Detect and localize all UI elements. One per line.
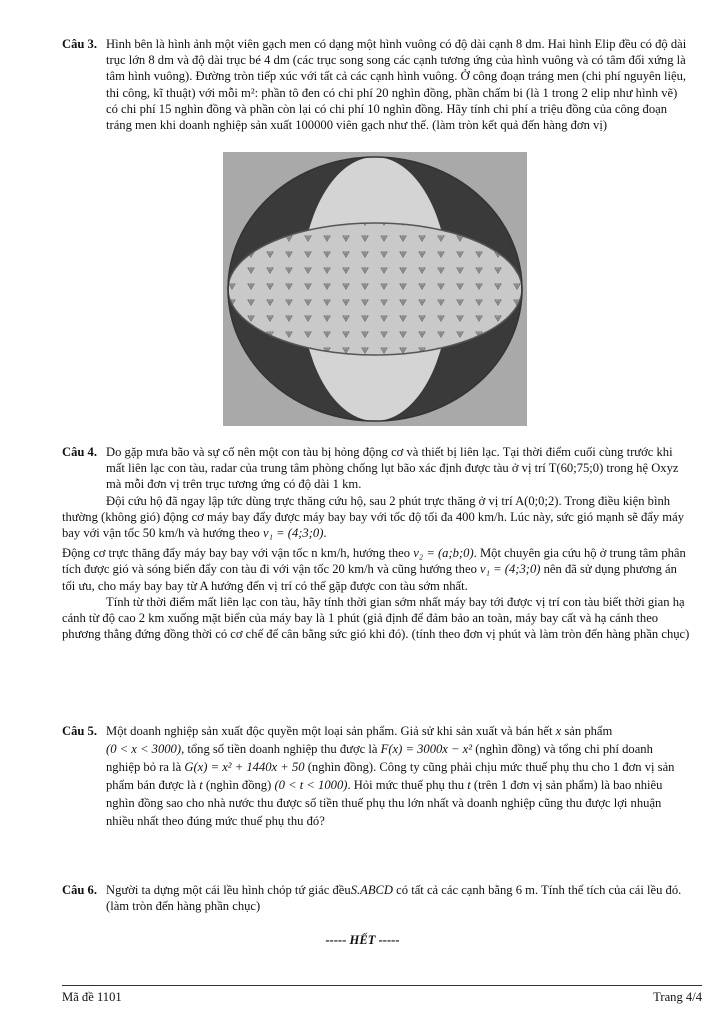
range-x: (0 < x < 3000) <box>106 742 182 756</box>
revenue-function: F(x) = 3000x − x² <box>380 742 473 756</box>
exam-code: Mã đề 1101 <box>62 990 122 1004</box>
range-t: (0 < t < 1000) <box>274 778 348 792</box>
question-4-label: Câu 4. <box>62 445 97 459</box>
engine-vector-v2: v₂ = (a;b;0) <box>413 546 474 561</box>
dotted-ellipse <box>228 223 522 355</box>
wind-vector-v1-repeat: v₁ = (4;3;0) <box>480 562 541 577</box>
question-3-label: Câu 3. <box>62 37 97 51</box>
question-5-label: Câu 5. <box>62 724 97 738</box>
question-3 <box>62 36 690 133</box>
wind-vector-v1: v₁ = (4;3;0) <box>262 526 324 541</box>
footer-divider <box>62 985 702 986</box>
question-4-paragraph-2: Đội cứu hộ đã ngay lập tức dùng trực thăng cứu hộ, sau 2 phút trực thăng ở vị trí A(0;0;2). Trong điều kiện bình thường (không gió) động cơ máy bay đẩy được máy bay bay với tốc độ tối đa 400 km/h. Lúc này, sức gió mạnh sẽ đẩy máy bay với vận tốc 50 km/h và hướng theo v₁ = (4;3;0). <box>62 493 684 541</box>
question-6-text: Người ta dựng một cái lều hình chóp tứ giác đềuS.ABCD có tất cả các cạnh bằng 6 m. Tính thể tích của cái lều đó. (làm tròn đến hàng phần chục) <box>106 883 682 914</box>
end-marker: ----- HẾT ----- <box>325 933 400 947</box>
page-number: Trang 4/4 <box>653 990 702 1004</box>
question-4-paragraph-3: Động cơ trực thăng đẩy máy bay bay với vận tốc n km/h, hướng theo v₂ = (a;b;0). Một chuyên gia cứu hộ ở trung tâm phân tích được gió và sóng biển đẩy con tàu đi với vận tốc 20 km/h và cũng hướng theo v₁ = (4;3;0) nên đã sử dụng phương án tối ưu, cho máy bay bay từ A hướng đến vị trí có thể gặp được con tàu sớm nhất. <box>62 546 686 593</box>
cost-function: G(x) = x² + 1440x + 50 <box>184 760 305 774</box>
question-6-label: Câu 6. <box>62 883 97 897</box>
question-5-text: Một doanh nghiệp sản xuất độc quyền một loại sản phẩm. Giả sử khi sản xuất và bán hết x sản phẩm (0 < x < 3000), tổng số tiền doanh nghiệp thu được là F(x) = 3000x − x² (nghìn đồng) và tổng chi phí doanh nghiệp bỏ ra là G(x) = x² + 1440x + 50 (nghìn đồng). Công ty cũng phải chịu mức thuế phụ thu cho 1 đơn vị sản phẩm bán được là t (nghìn đồng) (0 < t < 1000). Hỏi mức thuế phụ thu t (trên 1 đơn vị sản phẩm) là bao nhiêu nghìn đồng sao cho nhà nước thu được số tiền thuế phụ thu lớn nhất và doanh nghiệp cũng thu được lợi nhuận nhiều nhất theo đúng mức thuế phụ thu đó? <box>106 724 675 828</box>
question-4-paragraph-1: Do gặp mưa bão và sự cố nên một con tàu bị hỏng động cơ và thiết bị liên lạc. Tại thời điểm cuối cùng trước khi mất liên lạc con tàu, radar của trung tâm phòng chống lụt bão xác định được tàu ở vị trí T(60;75;0) trong hệ Oxyz mà mỗi đơn vị trên trục tương ứng có độ dài 1 km. <box>106 445 679 492</box>
question-6 <box>62 882 690 914</box>
question-4 <box>62 444 690 642</box>
tile-illustration <box>223 152 527 426</box>
question-3-text: Hình bên là hình ảnh một viên gạch men có dạng một hình vuông có độ dài cạnh 8 dm. Hai hình Elip đều có độ dài trục lớn 8 dm và độ dài trục bé 4 dm (các trục song song các cạnh tương ứng của hình vuông và có tâm đối xứng là tâm hình vuông). Đường tròn tiếp xúc với tất cả các cạnh hình vuông. Ở công đoạn tráng men (chi phí nguyên liệu, thi công, kĩ thuật) với mỗi m²: phần tô đen có chi phí 20 nghìn đồng, phần chấm bi (là 1 trong 2 elip như hình vẽ) có chi phí 15 nghìn đồng và phần còn lại có chi phí 10 nghìn đồng. Hãy tính chi phí a triệu đồng của công đoạn tráng men khi doanh nghiệp sản xuất 100000 viên gạch như thế. (làm tròn kết quả đến hàng đơn vị) <box>106 37 687 133</box>
question-5 <box>62 722 690 830</box>
pyramid-name: S.ABCD <box>350 883 394 897</box>
question-4-paragraph-4: Tính từ thời điểm mất liên lạc con tàu, hãy tính thời gian sớm nhất máy bay tới được vị trí con tàu biết thời gian hạ cánh từ độ cao 2 km xuống mặt biển của máy bay là 1 phút (giả định để đảm bảo an toàn, máy bay cất và hạ cánh theo phương thẳng đứng đồng thời có cơ chế để cân bằng sức gió khi đó). (tính theo đơn vị phút và làm tròn đến hàng phần chục) <box>62 594 690 642</box>
tile-figure <box>223 152 527 426</box>
